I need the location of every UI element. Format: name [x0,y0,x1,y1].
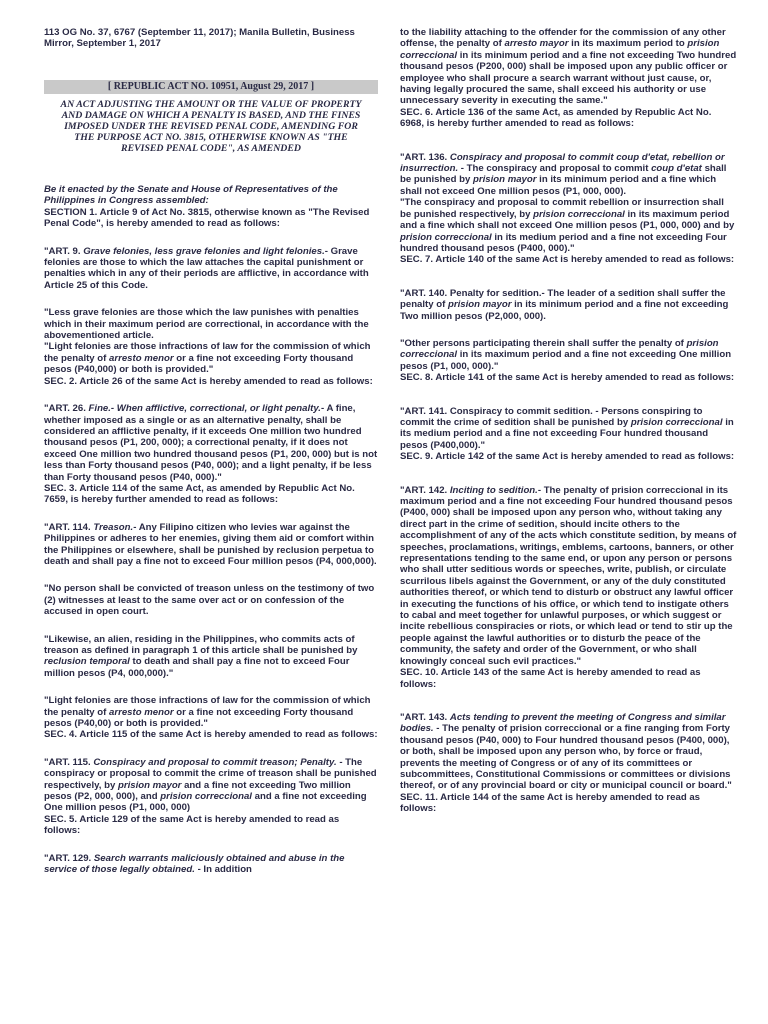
article-140-other-persons: "Other persons participating therein shall suffer the penalty of prision correccional in its maximum period and a fine not exceeding One million pesos (P1, 000, 000)." [400,337,732,372]
publication-citation: 113 OG No. 37, 6767 (September 11, 2017); Manila Bulletin, Business Mirror, September 1, 2017 [44,27,355,50]
section-6: SEC. 6. Article 136 of the same Act, as amended by Republic Act No. 6968, is hereby further amended to read as follows: [400,106,712,130]
article-115-heading: Conspiracy and proposal to commit treason; Penalty. [93,756,337,768]
section-3: SEC. 3. Article 114 of the same Act, as amended by Republic Act No. 7659, is hereby further amended to read as follows: [44,482,355,506]
light-felonies-paragraph: "Light felonies are those infractions of law for the commission of which the penalty of arresto menor or a fine not exceeding Forty thousand pesos (P40,00) or both is provided." [44,695,371,730]
right-column [400,27,737,815]
article-143: "ART. 143. Acts tending to prevent the meeting of Congress and similar bodies. - The penalty of prision correccional or a fine ranging from Forty thousand pesos (P40, 000) to Four hundred thousand pesos (P400, 000), or both, shall be imposed upon any person who, by force or fraud, prevents the meeting of Congress or of any of its committees or subcommittees, Constitutional Commissions or committees or divisions thereof, or of any provincial board or city or municipal council or board." [400,711,732,792]
article-129: "ART. 129. Search warrants maliciously obtained and abuse in the service of those legally obtained. - In addition [44,852,345,876]
article-26: "ART. 26. Fine.- When afflictive, correctional, or light penalty.- A fine, whether imposed as a single or as an alternative penalty, shall be considered an afflictive penalty, if it exceeds One million two hundred thousand pesos (P1, 200, 000); a correctional penalty, if it does not exceed One million two hundred thousand pesos (P1, 200, 000) but is not less than Forty thousand pesos (P40, 000); and a light penalty, if be less than Forty thousand pesos (P40, 000)." [44,403,378,483]
article-9-light: "Light felonies are those infractions of law for the commission of which the penalty of arresto menor or a fine not exceeding Forty thousand pesos (P40,000) or both is provided." [44,341,371,376]
section-2: SEC. 2. Article 26 of the same Act is hereby amended to read as follows: [44,375,373,387]
section-10: SEC. 10. Article 143 of the same Act is hereby amended to read as follows: [400,667,701,690]
article-129-heading: Search warrants maliciously obtained and abuse in the service of those legally obtained. [44,852,345,876]
article-9-heading: Grave felonies, less grave felonies and light felonies. [83,245,325,257]
section-5: SEC. 5. Article 129 of the same Act is hereby amended to read as follows: [44,813,340,837]
act-title: AN ACT ADJUSTING THE AMOUNT OR THE VALUE OF PROPERTY AND DAMAGE ON WHICH A PENALTY IS BASED, AND THE FINES IMPOSED UNDER THE REVISED PENAL CODE, AMENDING FOR THE PURPOSE ACT NO. 3815, OTHERWISE KNOWN AS "THE REVISED PENAL CODE", AS AMENDED [60,98,362,154]
article-114-alien: "Likewise, an alien, residing in the Philippines, who commits acts of treason as defined in paragraph 1 of this article shall be punished by reclusion temporal to death and shall pay a fine not to exceed Four million pesos (P4, 000,000)." [44,633,358,679]
article-136-rebellion: "The conspiracy and proposal to commit rebellion or insurrection shall be punished respectively, by prision correccional in its maximum period and a fine which shall not exceed One million pesos (P1, 000, 000) and by prision correccional in its medium period and a fine not exceeding Four hundred thousand pesos (P400, 000)." [400,197,735,254]
section-8: SEC. 8. Article 141 of the same Act is hereby amended to read as follows: [400,372,735,384]
article-142: "ART. 142. Inciting to sedition.- The penalty of prision correccional in its maximum period and a fine not exceeding Four hundred thousand pesos (P400, 000) shall be imposed upon any person who, without taking any direct part in the crime of sedition, should incite others to the accomplishment of any of the acts which constitute sedition, by means of speeches, proclamations, writings, emblems, cartoons, banners, or other representations tending to the same end, or upon any person or persons who shall utter seditious words or speeches, write, publish, or circulate scurrilous libels against the Government, or any of the duly constituted authorities thereof, or which tend to disturb or obstruct any lawful officer in executing the functions of his office, or which tend to instigate others to cabal and meet together for unlawful purposes, or which suggest or incite rebellious conspiracies or riots, or which lead or tend to stir up the people against the lawful authorities or to disturb the peace of the community, the safety and order of the Government, or who shall knowingly conceal such evil practices." [400,484,737,667]
article-9-less-grave: "Less grave felonies are those which the law punishes with penalties which in their maximum period are correctional, in accordance with the abovementioned article. [44,307,369,342]
section-1: SECTION 1. Article 9 of Act No. 3815, otherwise known as "The Revised Penal Code", is hereby amended to read as follows: [44,206,370,230]
article-9: "ART. 9. Grave felonies, less grave felonies and light felonies.- Grave felonies are those to which the law attaches the capital punishment or penalties which in any of their periods are afflictive, in accordance with Article 25 of this Code. [44,245,369,291]
article-136: "ART. 136. Conspiracy and proposal to commit coup d'etat, rebellion or insurrection. - The conspiracy and proposal to commit coup d'etat shall be punished by prision mayor in its minimum period and a fine which shall not exceed One million pesos (P1, 000, 000). [400,151,727,197]
article-143-heading: Acts tending to prevent the meeting of Congress and similar bodies. [400,711,726,735]
article-136-heading: Conspiracy and proposal to commit coup d'etat, rebellion or insurrection. [400,151,725,175]
article-141: "ART. 141. Conspiracy to commit sedition. - Persons conspiring to commit the crime of sedition shall be punished by prision correccional in its medium period and a fine not exceeding Four hundred thousand pesos (P400,000)." [400,405,734,451]
article-114-witnesses: "No person shall be convicted of treason unless on the testimony of two (2) witnesses at least to the same over act or on confession of the accused in open court. [44,583,375,618]
article-26-heading: Fine.- When afflictive, correctional, or light penalty. [88,403,321,415]
article-114-heading: Treason. [93,521,134,533]
article-140: "ART. 140. Penalty for sedition.- The leader of a sedition shall suffer the penalty of prision mayor in its minimum period and a fine not exceeding Two million pesos (P2,000, 000). [400,287,729,322]
republic-act-banner: [ REPUBLIC ACT NO. 10951, August 29, 2017 ] [44,80,378,94]
enacting-clause: Be it enacted by the Senate and House of Representatives of the Philippines in Congress assembled: [44,184,338,207]
article-142-heading: Inciting to sedition. [449,484,538,496]
section-11: SEC. 11. Article 144 of the same Act is hereby amended to read as follows: [400,791,701,815]
left-column [44,27,378,876]
section-7: SEC. 7. Article 140 of the same Act is hereby amended to read as follows: [400,254,735,266]
article-114: "ART. 114. Treason.- Any Filipino citizen who levies war against the Philippines or adheres to her enemies, giving them aid or comfort within the Philippines or elsewhere, shall be punished by reclusion perpetua to death and shall pay a fine not to exceed Four million pesos (P4, 000,000). [44,521,377,567]
section-4: SEC. 4. Article 115 of the same Act is hereby amended to read as follows: [44,729,378,741]
article-129-continued: to the liability attaching to the offender for the commission of any other offense, the penalty of arresto mayor in its maximum period to prision correccional in its minimum period and a fine not exceeding Two hundred thousand pesos (P200, 000) shall be imposed upon any public officer or employee who shall procure a search warrant without just cause, or, having legally procured the same, shall exceed his authority or use unnecessary severity in executing the same." [400,27,737,107]
section-9: SEC. 9. Article 142 of the same Act is hereby amended to read as follows: [400,451,735,463]
article-115: "ART. 115. Conspiracy and proposal to commit treason; Penalty. - The conspiracy or proposal to commit the crime of treason shall be punished respectively, by prision mayor and a fine not exceeding Two million pesos (P2, 000, 000), and prision correccional and a fine not exceeding One million pesos (P1, 000, 000) [44,756,377,814]
